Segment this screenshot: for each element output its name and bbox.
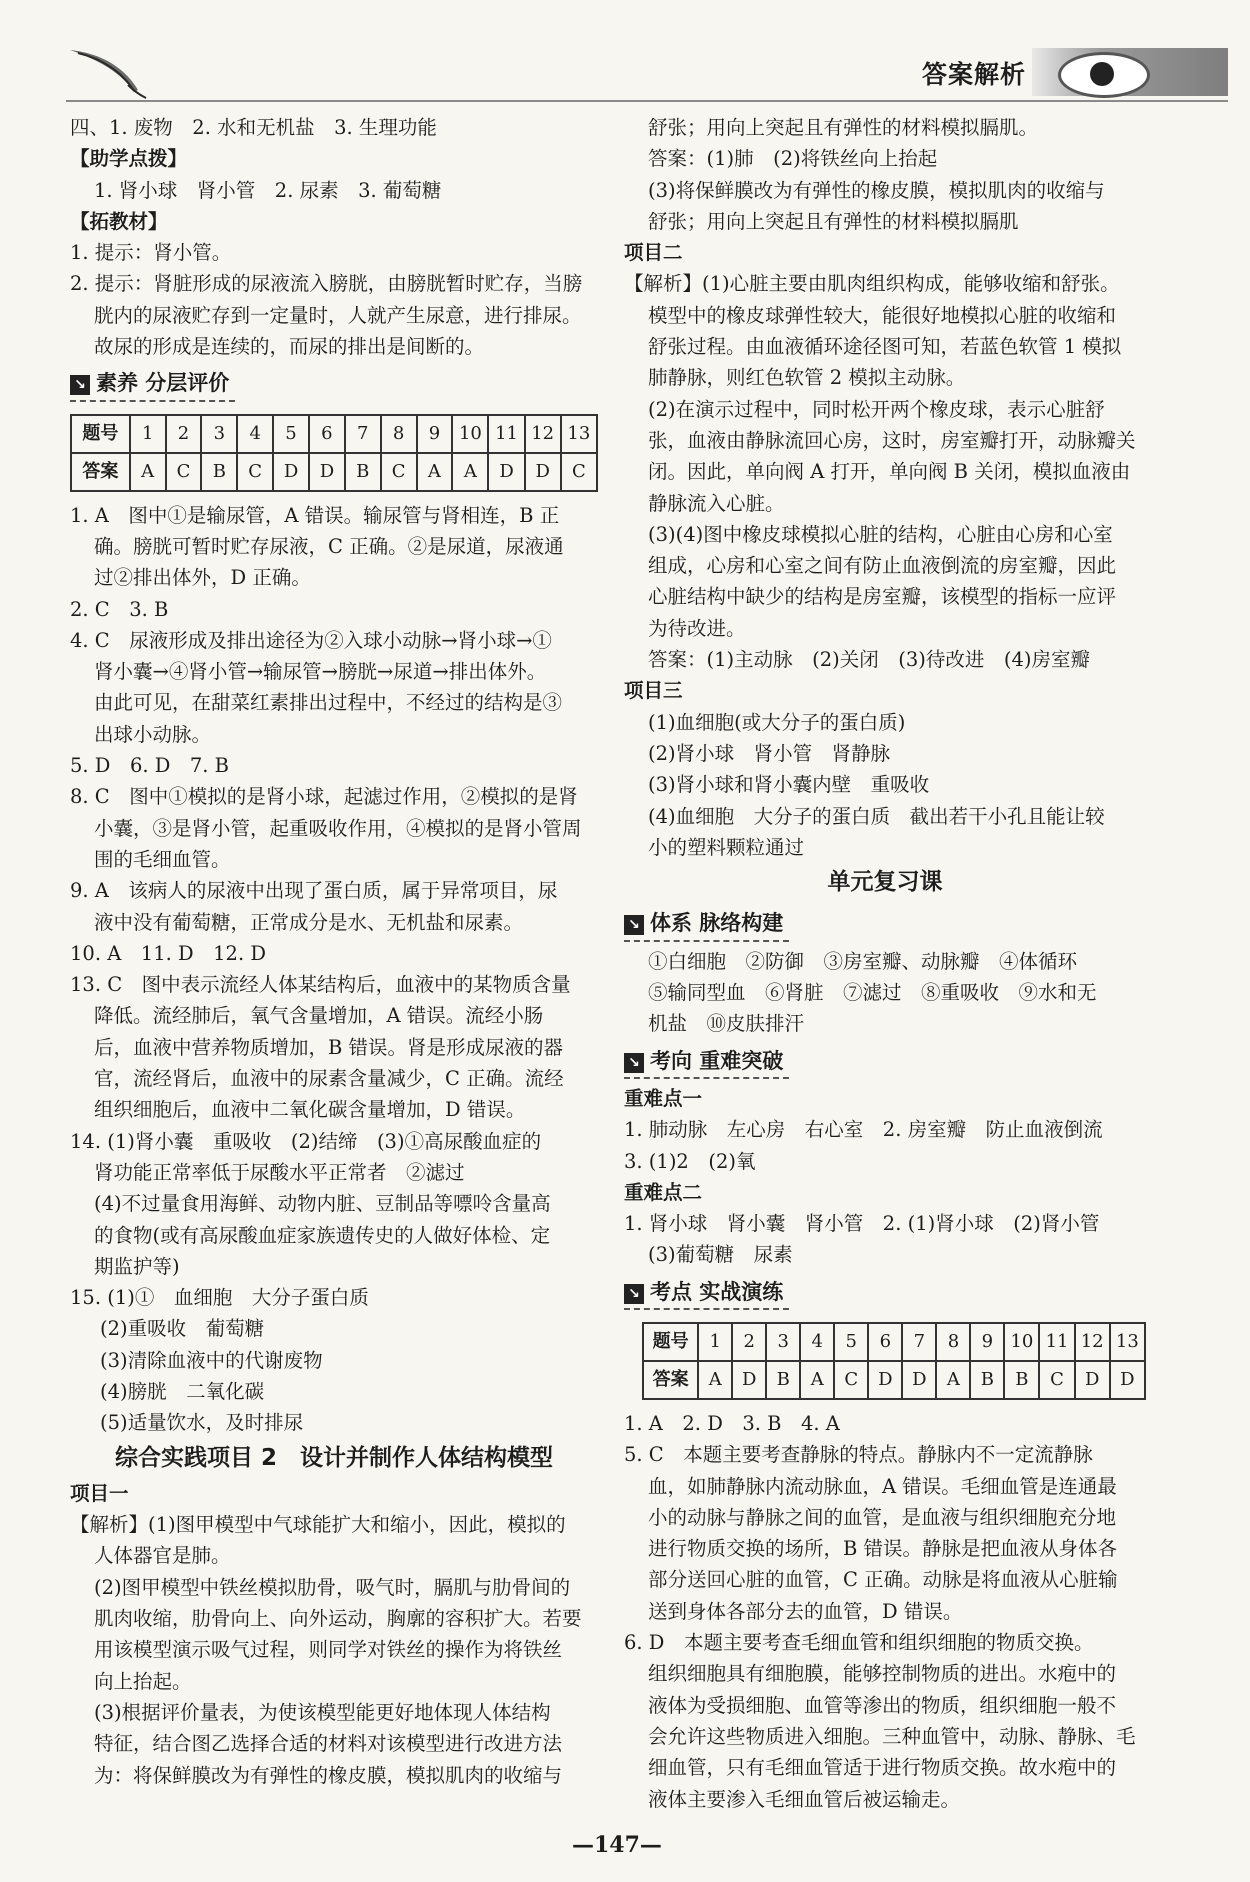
text-line: 1. A 图中①是输尿管，A 错误。输尿管与肾相连，B 正 <box>70 503 560 527</box>
text-line: 向上抬起。 <box>94 1669 192 1693</box>
section-heading: ↘ 考向 重难突破 <box>624 1046 789 1079</box>
text-line: 2. 提示：肾脏形成的尿液流入膀胱，由膀胱暂时贮存，当膀 <box>70 272 583 296</box>
section-heading: ↘ 素养 分层评价 <box>70 368 235 401</box>
text-line: 答案：(1)肺 (2)将铁丝向上抬起 <box>648 147 938 171</box>
table-cell: 4 <box>800 1323 834 1361</box>
text-line: 组织细胞后，血液中二氧化碳含量增加，D 错误。 <box>94 1098 526 1122</box>
table-cell: D <box>525 453 561 491</box>
text-line: ⑤输同型血 ⑥肾脏 ⑦滤过 ⑧重吸收 ⑨水和无 <box>648 981 1097 1005</box>
text-line: (3)葡萄糖 尿素 <box>648 1243 793 1267</box>
text-line: 6. D 本题主要考查毛细血管和组织细胞的物质交换。 <box>624 1631 1094 1655</box>
text-line: 13. C 图中表示流经人体某结构后，血液中的某物质含量 <box>70 973 571 997</box>
text-line: 送到身体各部分去的血管，D 错误。 <box>648 1599 963 1623</box>
table-cell: 1 <box>130 415 166 453</box>
text-line: 1. 提示：肾小管。 <box>70 241 232 265</box>
table-cell: 6 <box>868 1323 902 1361</box>
text-line: 降低。流经肺后，氧气含量增加，A 错误。流经小肠 <box>94 1004 544 1028</box>
text-line: 闭。因此，单向阀 A 打开，单向阀 B 关闭，模拟血液由 <box>648 460 1131 484</box>
text-line: 【解析】(1)图甲模型中气球能扩大和缩小，因此，模拟的 <box>70 1513 566 1537</box>
text-line: 进行物质交换的场所，B 错误。静脉是把血液从身体各 <box>648 1537 1118 1561</box>
table-cell: 7 <box>902 1323 936 1361</box>
table-cell: D <box>1110 1361 1145 1399</box>
table-cell: 7 <box>345 415 381 453</box>
table-cell: 3 <box>201 415 237 453</box>
text-line: 官，流经肾后，血液中的尿素含量减少，C 正确。流经 <box>94 1067 564 1091</box>
table-cell: B <box>766 1361 800 1399</box>
table-header-cell: 答案 <box>643 1361 698 1399</box>
page-number: —147— <box>572 1832 662 1858</box>
table-cell: 9 <box>417 415 453 453</box>
table-cell: D <box>309 453 345 491</box>
text-line: 1. 肾小球 肾小囊 肾小管 2. (1)肾小球 (2)肾小管 <box>624 1212 1100 1236</box>
text-line: 答案：(1)主动脉 (2)关闭 (3)待改进 (4)房室瓣 <box>648 648 1090 672</box>
table-cell: 11 <box>1039 1323 1074 1361</box>
table-cell: 5 <box>273 415 309 453</box>
text-line: 1. 肺动脉 左心房 右心室 2. 房室瓣 防止血液倒流 <box>624 1118 1103 1142</box>
arrow-icon: ↘ <box>624 1284 644 1304</box>
left-column <box>70 112 598 1791</box>
text-line: 1. 肾小球 肾小管 2. 尿素 3. 葡萄糖 <box>94 178 442 202</box>
text-line: 部分送回心脏的血管，C 正确。动脉是将血液从心脏输 <box>648 1568 1118 1592</box>
text-line: 9. A 该病人的尿液中出现了蛋白质，属于异常项目，尿 <box>70 879 558 903</box>
text-line: 小的塑料颗粒通过 <box>648 835 805 859</box>
table-header-cell: 答案 <box>71 453 130 491</box>
label-zhuxue: 【助学点拨】 <box>70 147 188 171</box>
table-header-cell: 题号 <box>71 415 130 453</box>
table-cell: 12 <box>1075 1323 1110 1361</box>
text-line: 故尿的形成是连续的，而尿的排出是间断的。 <box>94 335 485 359</box>
text-line: 用该模型演示吸气过程，则同学对铁丝的操作为将铁丝 <box>94 1638 563 1662</box>
table-cell: 8 <box>381 415 417 453</box>
text-line: 特征，结合图乙选择合适的材料对该模型进行改进方法 <box>94 1732 563 1756</box>
text-line: (3)肾小球和肾小囊内壁 重吸收 <box>648 773 930 797</box>
table-cell: D <box>902 1361 936 1399</box>
text-line: (3)清除血液中的代谢废物 <box>100 1348 323 1372</box>
text-line: 胱内的尿液贮存到一定量时，人就产生尿意，进行排尿。 <box>94 303 582 327</box>
table-cell: 5 <box>834 1323 868 1361</box>
text-line: 的食物(或有高尿酸血症家族遗传史的人做好体检、定 <box>94 1223 551 1247</box>
table-cell: 6 <box>309 415 345 453</box>
text-line: 四、1. 废物 2. 水和无机盐 3. 生理功能 <box>70 116 437 139</box>
table-cell: 13 <box>1110 1323 1145 1361</box>
text-line: 10. A 11. D 12. D <box>70 941 266 965</box>
arrow-icon: ↘ <box>624 1053 644 1073</box>
text-line: (4)血细胞 大分子的蛋白质 截出若干小孔且能让较 <box>648 804 1105 828</box>
text-line: 肾功能正常率低于尿酸水平正常者 ②滤过 <box>94 1160 465 1184</box>
table-cell: 1 <box>698 1323 732 1361</box>
text-line: 机盐 ⑩皮肤排汗 <box>648 1012 805 1036</box>
text-line: 确。膀胱可暂时贮存尿液，C 正确。②是尿道，尿液通 <box>94 534 564 558</box>
text-line: 4. C 尿液形成及排出途径为②入球小动脉→肾小球→① <box>70 628 552 652</box>
table-cell: D <box>868 1361 902 1399</box>
item-label: 重难点二 <box>624 1180 703 1204</box>
table-cell: A <box>936 1361 970 1399</box>
table-cell: B <box>970 1361 1004 1399</box>
answer-table <box>642 1322 1146 1400</box>
page-header <box>0 0 1250 110</box>
text-line: (5)适量饮水，及时排尿 <box>100 1411 304 1435</box>
text-line: 肺静脉，则红色软管 2 模拟主动脉。 <box>648 366 966 390</box>
section-heading: ↘ 体系 脉络构建 <box>624 908 789 941</box>
table-cell: 10 <box>1004 1323 1039 1361</box>
table-header-cell: 题号 <box>643 1323 698 1361</box>
table-cell: D <box>488 453 524 491</box>
text-line: 15. (1)① 血细胞 大分子蛋白质 <box>70 1286 369 1310</box>
table-cell: A <box>452 453 488 491</box>
text-line: (2)图甲模型中铁丝模拟肋骨，吸气时，膈肌与肋骨间的 <box>94 1575 571 1599</box>
table-cell: D <box>1075 1361 1110 1399</box>
text-line: 液体主要渗入毛细血管后被运输走。 <box>648 1787 961 1811</box>
eye-logo-icon <box>1058 52 1150 98</box>
text-line: 模型中的橡皮球弹性较大，能很好地模拟心脏的收缩和 <box>648 303 1117 327</box>
table-cell: 9 <box>970 1323 1004 1361</box>
table-cell: 12 <box>525 415 561 453</box>
text-line: 组成，心房和心室之间有防止血液倒流的房室瓣，因此 <box>648 554 1117 578</box>
text-line: 血，如肺静脉内流动脉血，A 错误。毛细血管是连通最 <box>648 1474 1117 1498</box>
text-line: 液中没有葡萄糖，正常成分是水、无机盐和尿素。 <box>94 910 524 934</box>
table-cell: 4 <box>237 415 273 453</box>
text-line: 14. (1)肾小囊 重吸收 (2)结缔 (3)①高尿酸血症的 <box>70 1129 542 1153</box>
text-line: 小的动脉与静脉之间的血管，是血液与组织细胞充分地 <box>648 1505 1117 1529</box>
text-line: (2)肾小球 肾小管 肾静脉 <box>648 741 891 765</box>
text-line: (4)膀胱 二氧化碳 <box>100 1379 265 1403</box>
text-line: 8. C 图中①模拟的是肾小球，起滤过作用，②模拟的是肾 <box>70 785 578 809</box>
header-title: 答案解析 <box>922 60 1027 89</box>
table-cell: A <box>130 453 166 491</box>
table-cell: A <box>800 1361 834 1399</box>
answer-table <box>70 414 598 492</box>
text-line: (1)血细胞(或大分子的蛋白质) <box>648 710 906 734</box>
table-cell: D <box>732 1361 766 1399</box>
table-cell: B <box>1004 1361 1039 1399</box>
text-line: 1. A 2. D 3. B 4. A <box>624 1411 840 1435</box>
text-line: 组织细胞具有细胞膜，能够控制物质的进出。水疱中的 <box>648 1662 1117 1686</box>
text-line: 舒张过程。由血液循环途径图可知，若蓝色软管 1 模拟 <box>648 335 1122 359</box>
text-line: 心脏结构中缺少的结构是房室瓣，该模型的指标一应评 <box>648 585 1117 609</box>
table-cell: C <box>166 453 202 491</box>
text-line: 张，血液由静脉流回心房，这时，房室瓣打开，动脉瓣关 <box>648 428 1136 452</box>
table-cell: A <box>698 1361 732 1399</box>
table-cell: 8 <box>936 1323 970 1361</box>
arrow-icon: ↘ <box>70 375 90 395</box>
text-line: 过②排出体外，D 正确。 <box>94 566 311 590</box>
table-cell: 3 <box>766 1323 800 1361</box>
text-line: 肾小囊→④肾小管→输尿管→膀胱→尿道→排出体外。 <box>94 660 547 684</box>
text-line: 后，血液中营养物质增加，B 错误。肾是形成尿液的器 <box>94 1035 564 1059</box>
text-line: 3. (1)2 (2)氧 <box>624 1149 756 1173</box>
text-line: 为待改进。 <box>648 616 746 640</box>
section-heading: ↘ 考点 实战演练 <box>624 1277 789 1310</box>
text-line: 静脉流入心脏。 <box>648 491 785 515</box>
text-line: (2)重吸收 葡萄糖 <box>100 1317 265 1341</box>
text-line: 细血管，只有毛细血管适于进行物质交换。故水疱中的 <box>648 1756 1117 1780</box>
text-line: 舒张；用向上突起且有弹性的材料模拟膈肌 <box>648 209 1019 233</box>
header-rule <box>66 100 1228 102</box>
table-cell: C <box>237 453 273 491</box>
item-label: 重难点一 <box>624 1086 703 1110</box>
arrow-icon: ↘ <box>624 915 644 935</box>
table-cell: B <box>201 453 237 491</box>
text-line: 由此可见，在甜菜红素排出过程中，不经过的结构是③ <box>94 691 563 715</box>
text-line: (3)根据评价量表，为使该模型能更好地体现人体结构 <box>94 1700 551 1724</box>
table-cell: A <box>417 453 453 491</box>
right-column <box>624 112 1146 1815</box>
item-label: 项目三 <box>624 679 683 703</box>
text-line: (3)(4)图中橡皮球模拟心脏的结构，心脏由心房和心室 <box>648 522 1113 546</box>
item-label: 项目二 <box>624 241 683 265</box>
label-tuo: 【拓教材】 <box>70 209 168 233</box>
table-cell: 2 <box>732 1323 766 1361</box>
text-line: 液体为受损细胞、血管等渗出的物质，组织细胞一般不 <box>648 1693 1117 1717</box>
text-line: 人体器官是肺。 <box>94 1544 231 1568</box>
table-cell: 2 <box>166 415 202 453</box>
text-line: 5. D 6. D 7. B <box>70 754 230 778</box>
text-line: 出球小动脉。 <box>94 722 212 746</box>
text-line: 为：将保鲜膜改为有弹性的橡皮膜，模拟肌肉的收缩与 <box>94 1763 563 1787</box>
text-line: 期监护等) <box>94 1254 180 1278</box>
table-cell: 13 <box>561 415 597 453</box>
text-line: (3)将保鲜膜改为有弹性的橡皮膜，模拟肌肉的收缩与 <box>648 178 1105 202</box>
text-line: 肌肉收缩，肋骨向上、向外运动，胸廓的容积扩大。若要 <box>94 1607 582 1631</box>
table-cell: 11 <box>488 415 524 453</box>
table-cell: C <box>381 453 417 491</box>
feather-icon <box>68 45 148 100</box>
table-cell: 10 <box>452 415 488 453</box>
text-line: 围的毛细血管。 <box>94 847 231 871</box>
table-cell: D <box>273 453 309 491</box>
text-line: 会允许这些物质进入细胞。三种血管中，动脉、静脉、毛 <box>648 1724 1136 1748</box>
text-line: 舒张；用向上突起且有弹性的材料模拟膈肌。 <box>648 116 1039 139</box>
table-cell: C <box>561 453 597 491</box>
text-line: (4)不过量食用海鲜、动物内脏、豆制品等嘌呤含量高 <box>94 1192 551 1216</box>
text-line: 5. C 本题主要考查静脉的特点。静脉内不一定流静脉 <box>624 1443 1093 1467</box>
text-line: (2)在演示过程中，同时松开两个橡皮球，表示心脏舒 <box>648 397 1105 421</box>
unit-title: 单元复习课 <box>827 869 943 896</box>
project-title: 综合实践项目 2 设计并制作人体结构模型 <box>114 1444 553 1471</box>
text-line: 【解析】(1)心脏主要由肌肉组织构成，能够收缩和舒张。 <box>624 272 1120 296</box>
text-line: 2. C 3. B <box>70 597 169 621</box>
table-cell: C <box>834 1361 868 1399</box>
table-cell: C <box>1039 1361 1074 1399</box>
table-cell: B <box>345 453 381 491</box>
item-label: 项目一 <box>70 1481 129 1505</box>
text-line: 小囊，③是肾小管，起重吸收作用，④模拟的是肾小管周 <box>94 816 582 840</box>
text-line: ①白细胞 ②防御 ③房室瓣、动脉瓣 ④体循环 <box>648 949 1078 973</box>
